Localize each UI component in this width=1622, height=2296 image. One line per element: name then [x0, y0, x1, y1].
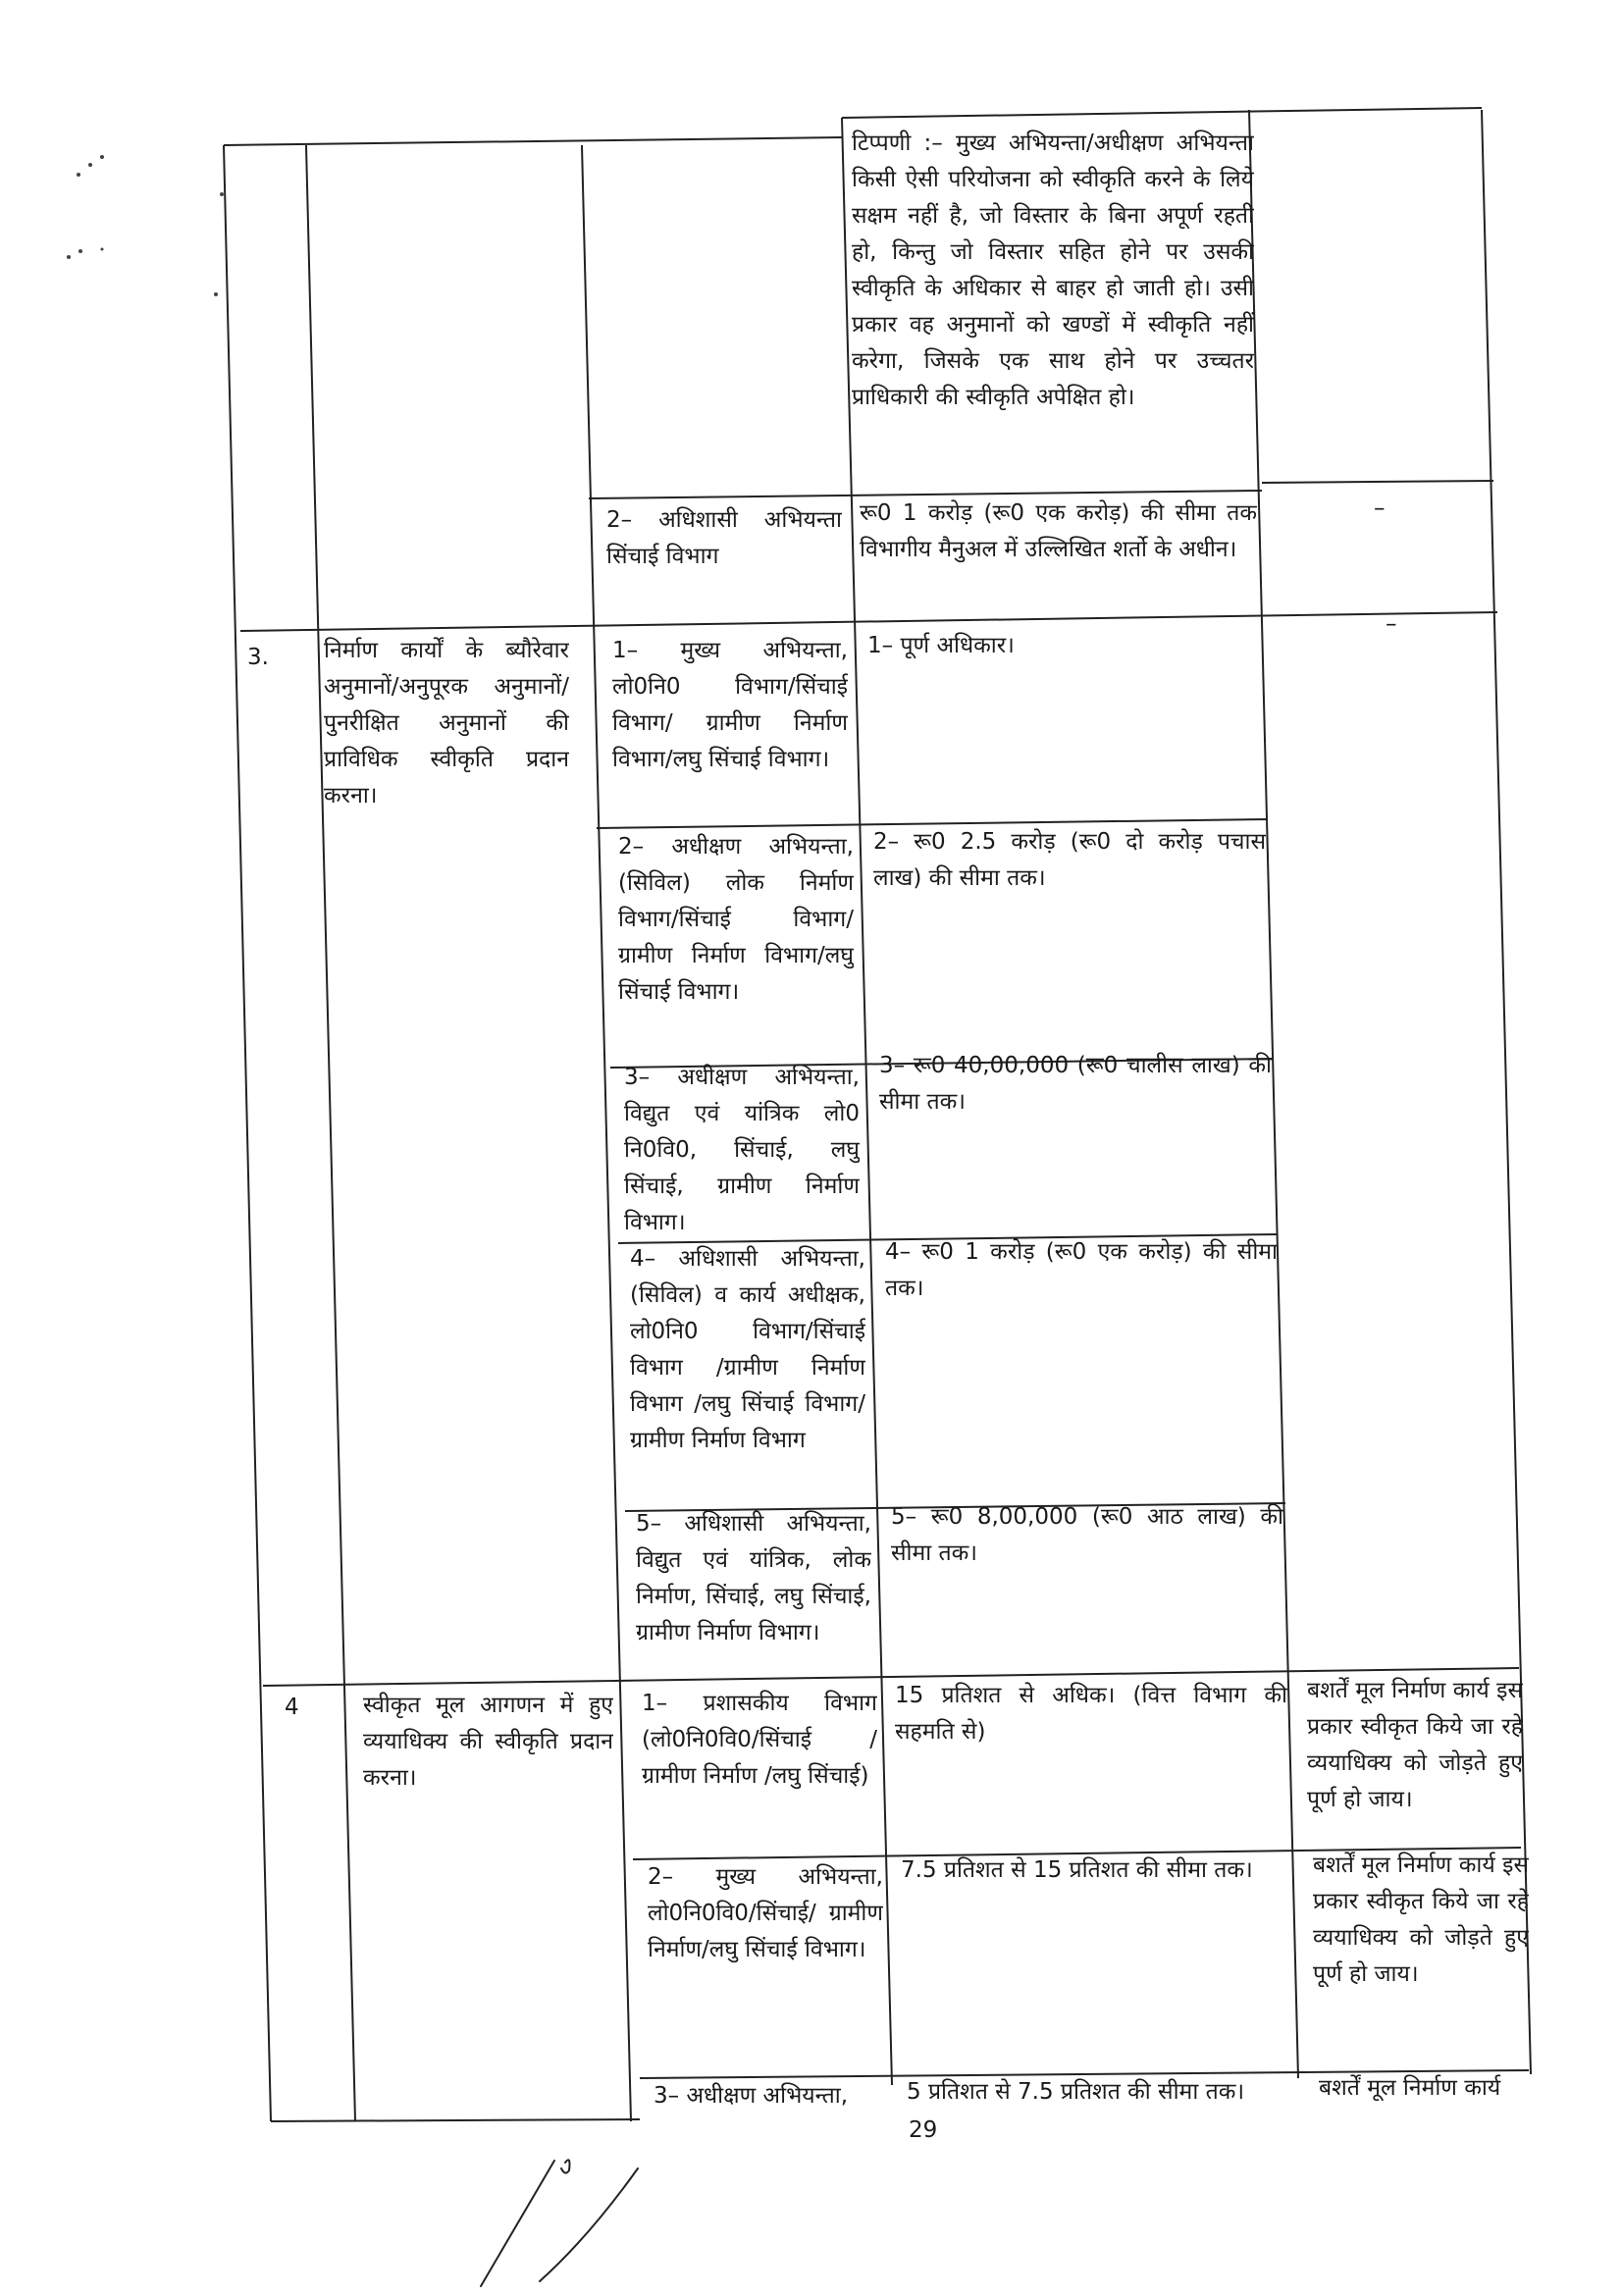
- power-cell: 5 प्रतिशत से 7.5 प्रतिशत की सीमा तक।: [907, 2079, 1245, 2105]
- authority-cell: 3– अधीक्षण अभियन्ता,: [654, 2083, 849, 2109]
- authority-cell: 2– मुख्य अभियन्ता, लो0नि0वि0/सिंचाई/ ग्रामीण निर्माण/लघु सिंचाई विभाग।: [648, 1864, 883, 1962]
- remarks-cell: बशर्तें मूल निर्माण कार्य इस प्रकार स्वीकृत किये जा रहे व्ययाधिक्य को जोड़ते हुए पूर्ण हो जाय।: [1313, 1852, 1529, 1987]
- authority-cell: 2– अधिशासी अभियन्ता सिंचाई विभाग: [606, 507, 842, 569]
- authority-cell: 1– प्रशासकीय विभाग (लो0नि0वि0/सिंचाई /ग्रामीण निर्माण /लघु सिंचाई): [642, 1691, 877, 1789]
- power-cell: 3– रू0 40,00,000 (रू0 चालीस लाख) की सीमा तक।: [879, 1053, 1272, 1115]
- power-cell: 15 प्रतिशत से अधिक। (वित्त विभाग की सहमति से): [895, 1683, 1287, 1745]
- power-cell: 1– पूर्ण अधिकार।: [867, 633, 1015, 658]
- subject-cell: निर्माण कार्यों के ब्यौरेवार अनुमानों/अनुपूरक अनुमानों/ पुनरीक्षित अनुमानों की प्राविधिक स्वीकृति प्रदान करना।: [324, 638, 569, 809]
- power-cell: 5– रू0 8,00,000 (रू0 आठ लाख) की सीमा तक।: [891, 1504, 1283, 1566]
- remarks-cell: –: [1374, 496, 1386, 521]
- authority-cell: 2– अधीक्षण अभियन्ता, (सिविल) लोक निर्माण विभाग/सिंचाई विभाग/ ग्रामीण निर्माण विभाग/लघु सिंचाई विभाग।: [618, 834, 854, 1005]
- subject-cell: स्वीकृत मूल आगणन में हुए व्ययाधिक्य की स्वीकृति प्रदान करना।: [363, 1693, 613, 1791]
- power-cell: 4– रू0 1 करोड़ (रू0 एक करोड़) की सीमा तक।: [885, 1239, 1278, 1301]
- authority-cell: 5– अधिशासी अभियन्ता, विद्युत एवं यांत्रिक, लोक निर्माण, सिंचाई, लघु सिंचाई, ग्रामीण निर्माण विभाग।: [636, 1511, 871, 1645]
- authority-cell: 1– मुख्य अभियन्ता, लो0नि0 विभाग/सिंचाई विभाग/ ग्रामीण निर्माण विभाग/लघु सिंचाई विभाग।: [612, 638, 848, 772]
- remarks-cell: –: [1386, 611, 1397, 637]
- note-cell: टिप्पणी :– मुख्य अभियन्ता/अधीक्षण अभियन्ता किसी ऐसी परियोजना को स्वीकृति करने के लिये सक्षम नहीं है, जो विस्तार के बिना अपूर्ण रहती हो, किन्तु जो विस्तार सहित होने पर उसकी स्वीकृति के अधिकार से बाहर हो जाती हो। उसी प्रकार वह अनुमानों को खण्डों में स्वीकृति नहीं करेगा, जिसके एक साथ होने पर उच्चतर प्राधिकारी की स्वीकृति अपेक्षित हो।: [852, 130, 1254, 410]
- page-number: 29: [909, 2117, 938, 2143]
- power-cell: रू0 1 करोड़ (रू0 एक करोड़) की सीमा तक विभागीय मैनुअल में उल्लिखित शर्तो के अधीन।: [860, 500, 1257, 562]
- authority-cell: 4– अधिशासी अभियन्ता, (सिविल) व कार्य अधीक्षक, लो0नि0 विभाग/सिंचाई विभाग /ग्रामीण निर्माण विभाग /लघु सिंचाई विभाग/ ग्रामीण निर्माण विभाग: [630, 1246, 865, 1453]
- authority-cell: 3– अधीक्षण अभियन्ता, विद्युत एवं यांत्रिक लो0 नि0वि0, सिंचाई, लघु सिंचाई, ग्रामीण निर्माण विभाग।: [624, 1065, 860, 1235]
- power-cell: 2– रू0 2.5 करोड़ (रू0 दो करोड़ पचास लाख) की सीमा तक।: [873, 829, 1266, 891]
- serial-number: 3.: [247, 645, 269, 670]
- remarks-cell: बशर्तें मूल निर्माण कार्य इस प्रकार स्वीकृत किये जा रहे व्ययाधिक्य को जोड़ते हुए पूर्ण हो जाय।: [1307, 1678, 1523, 1812]
- power-cell: 7.5 प्रतिशत से 15 प्रतिशत की सीमा तक।: [901, 1857, 1253, 1883]
- serial-number: 4: [285, 1695, 299, 1720]
- remarks-cell: बशर्तें मूल निर्माण कार्य: [1319, 2075, 1501, 2101]
